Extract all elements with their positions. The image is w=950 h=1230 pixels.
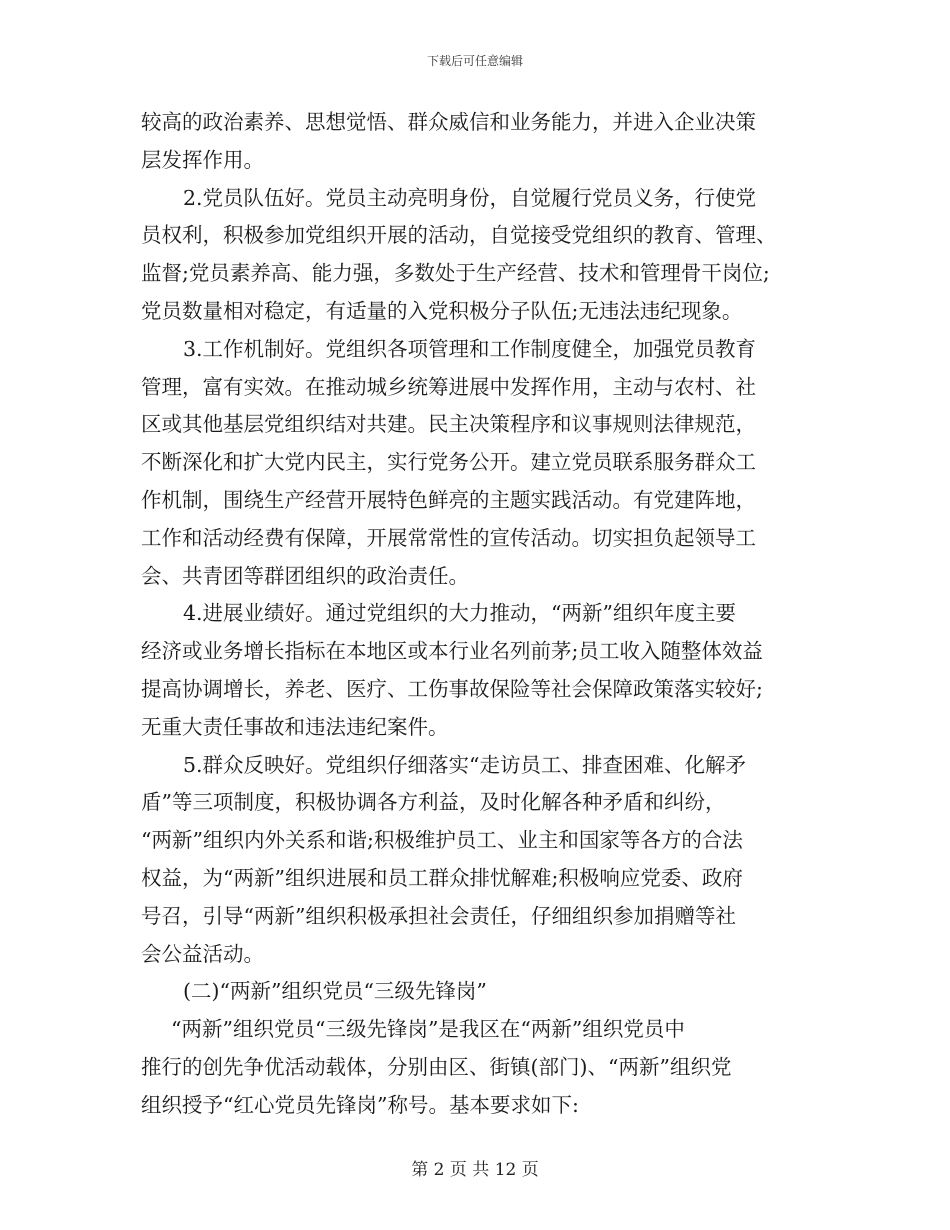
text-line: 工作和活动经费有保障，开展常常性的宣传活动。切实担负起领导工 (141, 525, 756, 550)
text-line: 组织授予“红心党员先锋岗”称号。基本要求如下: (141, 1092, 579, 1117)
text-line: 盾”等三项制度，积极协调各方利益，及时化解各种矛盾和纠纷， (141, 790, 726, 815)
text-line: 推行的创先争优活动载体，分别由区、街镇(部门)、“两新”组织党 (141, 1054, 732, 1079)
document-body (141, 104, 813, 1125)
text-line: 不断深化和扩大党内民主，实行党务公开。建立党员联系服务群众工 (141, 450, 756, 475)
text-line: 号召，引导“两新”组织积极承担社会责任，仔细组织参加捐赠等社 (141, 903, 736, 928)
text-line: 权益，为“两新”组织进展和员工群众排忧解难;积极响应党委、政府 (141, 865, 743, 890)
text-line: 层发挥作用。 (141, 147, 264, 172)
text-line: 作机制，围绕生产经营开展特色鲜亮的主题实践活动。有党建阵地， (141, 487, 756, 512)
text-line: 员权利，积极参加党组织开展的活动，自觉接受党组织的教育、管理、 (141, 223, 777, 248)
text-line: 无重大责任事故和违法违纪案件。 (141, 714, 449, 739)
text-line: 提高协调增长，养老、医疗、工伤事故保险等社会保障政策落实较好; (141, 676, 763, 701)
text-line: 管理，富有实效。在推动城乡统筹进展中发挥作用，主动与农村、社 (141, 374, 756, 399)
text-line: “两新”组织内外关系和谐;积极维护员工、业主和国家等各方的合法 (141, 828, 743, 853)
text-line: 监督;党员素养高、能力强，多数处于生产经营、技术和管理骨干岗位; (141, 261, 770, 286)
text-line: 党员数量相对稳定，有适量的入党积极分子队伍;无违法违纪现象。 (141, 298, 743, 323)
text-line: 区或其他基层党组织结对共建。民主决策程序和议事规则法律规范， (141, 412, 756, 437)
text-line: 会、共青团等群团组织的政治责任。 (141, 563, 469, 588)
text-line: 会公益活动。 (141, 941, 264, 966)
page-header-note: 下载后可任意编辑 (426, 54, 523, 68)
text-line: “两新”组织党员“三级先锋岗”是我区在“两新”组织党员中 (171, 1017, 685, 1042)
text-line: (二)“两新”组织党员“三级先锋岗” (183, 979, 487, 1004)
page-number: 第 2 页 共 12 页 (411, 1160, 539, 1180)
text-line: 5.群众反映好。党组织仔细落实“走访员工、排查困难、化解矛 (183, 752, 747, 777)
text-line: 2.党员队伍好。党员主动亮明身份，自觉履行党员义务，行使党 (183, 185, 757, 210)
text-line: 4.进展业绩好。通过党组织的大力推动，“两新”组织年度主要 (183, 601, 737, 626)
text-line: 经济或业务增长指标在本地区或本行业名列前茅;员工收入随整体效益 (141, 639, 763, 664)
text-line: 3.工作机制好。党组织各项管理和工作制度健全，加强党员教育 (183, 336, 757, 361)
text-line: 较高的政治素养、思想觉悟、群众威信和业务能力，并进入企业决策 (141, 110, 756, 134)
